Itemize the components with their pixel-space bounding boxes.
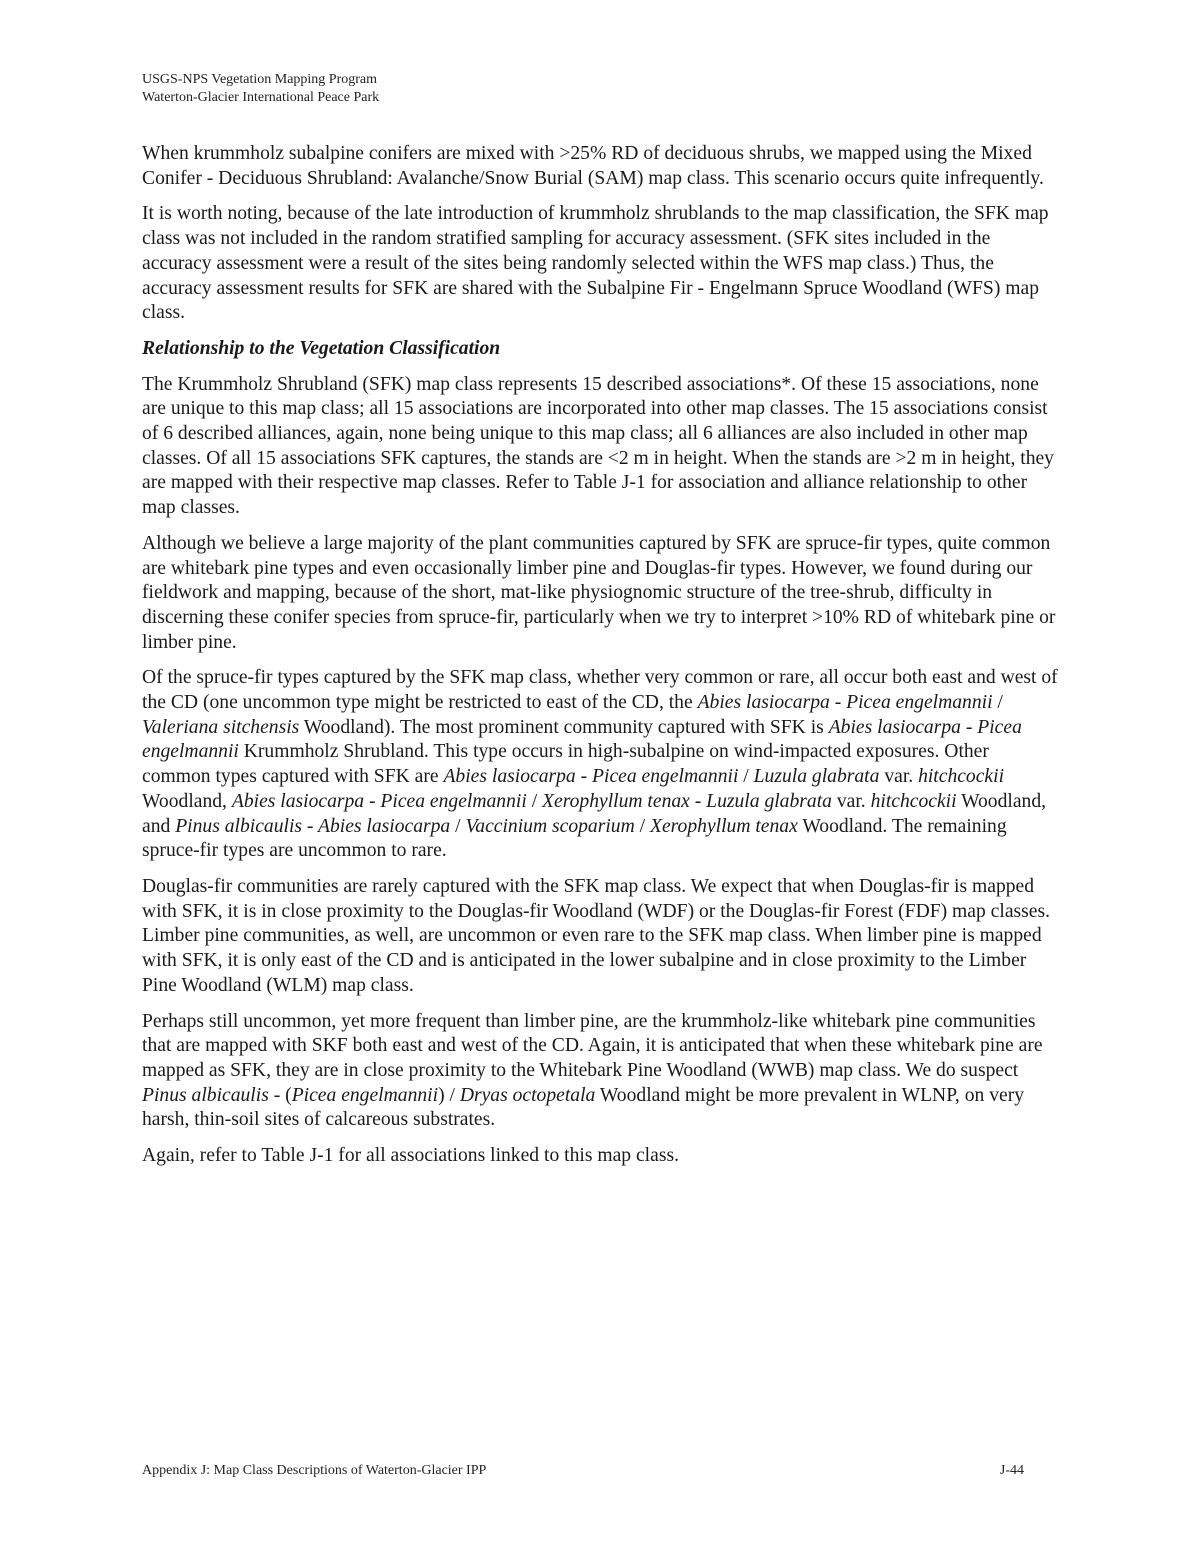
page-number: J-44: [999, 1463, 1024, 1478]
species-name: Abies lasiocarpa - Picea engelmannii: [142, 716, 1022, 763]
header-program: USGS-NPS Vegetation Mapping Program: [142, 72, 378, 87]
species-name: Luzula glabrata: [753, 766, 880, 788]
species-name: Dryas octopetala: [459, 1084, 596, 1106]
species-name: Pinus albicaulis - Abies lasiocarpa: [175, 815, 451, 837]
header-park: Waterton-Glacier International Peace Park: [142, 90, 380, 105]
species-name: Xerophyllum tenax: [649, 815, 798, 837]
paragraph-associations: The Krummholz Shrubland (SFK) map class represents 15 described associations*. Of these 15 associations, none are unique to this map class; all 15 associations are incorporated into other map classes. The 15 associations consist of 6 described alliances, again, none being unique to this map class; all 6 alliances are also included in other map classes. Of all 15 associations SFK captures, the stands are <2 m in height. When the stands are >2 m in height, they are mapped with their respective map classes. Refer to Table J-1 for association and alliance relationship to other map classes.: [142, 373, 1054, 519]
species-name: Pinus albicaulis: [142, 1084, 269, 1106]
paragraph-table-reference: Again, refer to Table J-1 for all associations linked to this map class.: [142, 1145, 679, 1167]
page-header: [142, 71, 379, 107]
species-name: Valeriana sitchensis: [142, 716, 300, 738]
paragraph-spruce-fir: Of the spruce-fir types captured by the SFK map class, whether very common or rare, all occur both east and west of the CD (one uncommon type might be restricted to east of the CD, the Abies lasiocarpa - Picea engelmannii / Valeriana sitchensis Woodland). The most prominent community captured with SFK is Abies lasiocarpa - Picea engelmannii Krummholz Shrubland. This type occurs in high-subalpine on wind-impacted exposures. Other common types captured with SFK are Abies lasiocarpa - Picea engelmannii / Luzula glabrata var. hitchcockii Woodland, Abies lasiocarpa - Picea engelmannii / Xerophyllum tenax - Luzula glabrata var. hitchcockii Woodland, and Pinus albicaulis - Abies lasiocarpa / Vaccinium scoparium / Xerophyllum tenax Woodland. The remaining spruce-fir types are uncommon to rare.: [142, 667, 1058, 862]
paragraph-conifer-types: Although we believe a large majority of the plant communities captured by SFK are spruce-fir types, quite common are whitebark pine types and even occasionally limber pine and Douglas-fir types. However, we found during our fieldwork and mapping, because of the short, mat-like physiognomic structure of the tree-shrub, difficulty in discerning these conifer species from spruce-fir, particularly when we try to interpret >10% RD of whitebark pine or limber pine.: [142, 532, 1056, 653]
paragraph-sam-mixing: When krummholz subalpine conifers are mixed with >25% RD of deciduous shrubs, we mapped using the Mixed Conifer - Deciduous Shrubland: Avalanche/Snow Burial (SAM) map class. This scenario occurs quite infrequently.: [142, 143, 1044, 189]
footer-appendix-title: Appendix J: Map Class Descriptions of Waterton-Glacier IPP: [142, 1463, 487, 1478]
species-name: Picea engelmannii: [291, 1084, 439, 1106]
species-name: hitchcockii: [918, 766, 1005, 788]
section-heading: Relationship to the Vegetation Classification: [142, 337, 501, 359]
paragraph-whitebark-pine: Perhaps still uncommon, yet more frequent than limber pine, are the krummholz-like whitebark pine communities that are mapped with SKF both east and west of the CD. Again, it is anticipated that when these whitebark pine are mapped as SFK, they are in close proximity to the Whitebark Pine Woodland (WWB) map class. We do suspect Pinus albicaulis - (Picea engelmannii) / Dryas octopetala Woodland might be more prevalent in WLNP, on very harsh, thin-soil sites of calcareous substrates.: [142, 1010, 1043, 1131]
species-name: Abies lasiocarpa - Picea engelmannii: [443, 766, 739, 788]
species-name: Abies lasiocarpa - Picea engelmannii: [231, 790, 527, 812]
species-name: Abies lasiocarpa - Picea engelmannii: [697, 692, 993, 714]
species-name: hitchcockii: [870, 790, 957, 812]
document-body: [142, 142, 1062, 1180]
species-name: Xerophyllum tenax - Luzula glabrata: [542, 790, 832, 812]
paragraph-douglas-fir: Douglas-fir communities are rarely captured with the SFK map class. We expect that when Douglas-fir is mapped with SFK, it is in close proximity to the Douglas-fir Woodland (WDF) or the Douglas-fir Forest (FDF) map classes. Limber pine communities, as well, are uncommon or even rare to the SFK map class. When limber pine is mapped with SFK, it is only east of the CD and is anticipated in the lower subalpine and in close proximity to the Limber Pine Woodland (WLM) map class.: [142, 875, 1050, 996]
species-name: Vaccinium scoparium: [465, 815, 635, 837]
paragraph-accuracy-note: It is worth noting, because of the late introduction of krummholz shrublands to the map classification, the SFK map class was not included in the random stratified sampling for accuracy assessment. (SFK sites included in the accuracy assessment were a result of the sites being randomly selected within the WFS map class.) Thus, the accuracy assessment results for SFK are shared with the Subalpine Fir - Engelmann Spruce Woodland (WFS) map class.: [142, 203, 1049, 324]
